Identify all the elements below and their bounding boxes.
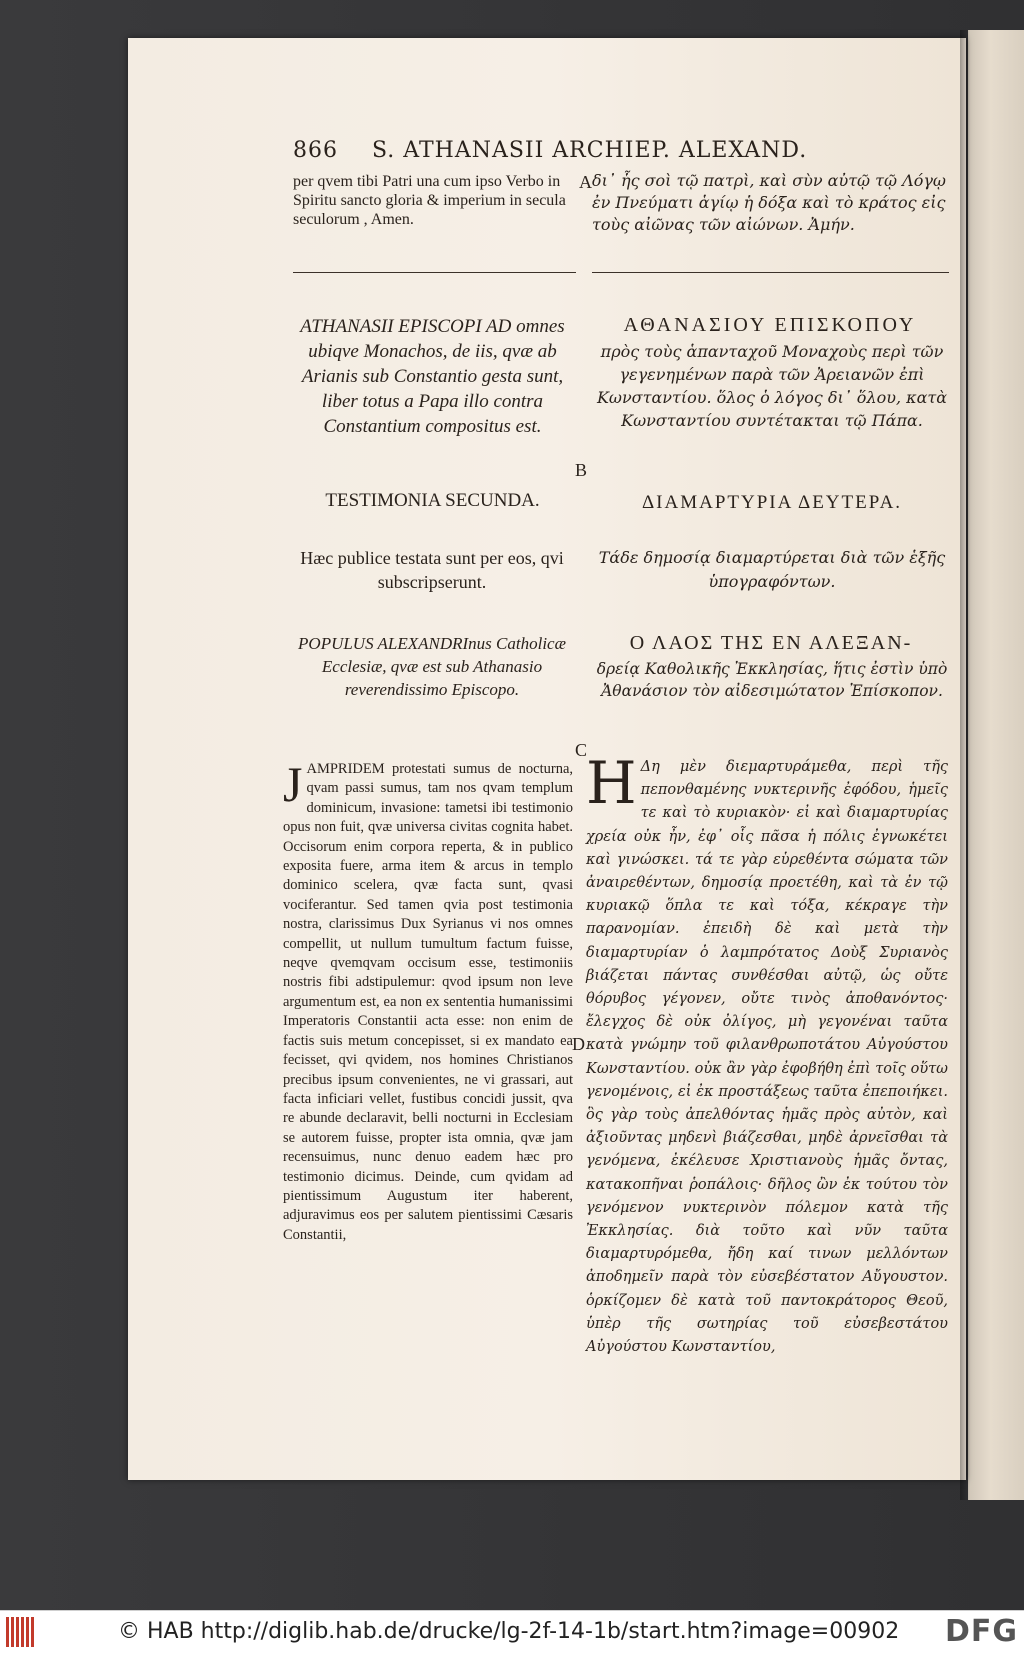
margin-letter-a: A — [579, 172, 592, 192]
margin-letter-d: D — [572, 1034, 585, 1054]
dfg-logo: DFG — [944, 1614, 1018, 1649]
margin-letter-b: B — [575, 460, 588, 480]
latin-body-text — [283, 756, 573, 1245]
greek-treatise-title-head: ΑΘΑΝΑΣΙΟΥ ΕΠΙΣΚΟΠΟΥ — [623, 314, 917, 336]
latin-drop-capital: J — [283, 756, 303, 812]
viewer-footer — [0, 1610, 1024, 1653]
adjacent-page-edge — [968, 30, 1024, 1500]
latin-body-paragraph: protestati sumus de nocturna, qvam passi sumus, tam nos qvam templum dominicum, invasione: tametsi ibi testimonio opus non fuit, qvæ universa civitas cognita habet. Occisorum enim corpora reperta, & in publico exposita fuere, arma item & arcus in templo dominico scelera, qvæ facta sunt, qvasi vociferantur. Sed tamen qvia post testimonia nostra, clarissimus Dux Syrianus vi nos omnes compellit, ut nullum tumultum factum fuisse, neqve qvemqvam occisum esse, testimoniis nostris fibi adstipulemur: qvod ipsum non leve argumentum est, ea non ex sententia humanissimi Imperatoris Constantii acta esse: non enim de factis suis metum concepisset, si ex mandato ea fecisset, qvi qvidem, nos homines Christianos precibus ipsum convenientes, ne vi grassari, aut facta inficiari vellet, fustibus concidi jussit, qva re abunde declaravit, belli nocturni in Ecclesiam se autorem fuisse, propter ista omnia, qvæ jam recensuimus, nunc denuo eadem hæc pro testimonio dicimus. Deinde, cum qvidam ad pientissimum Augustum iter haberent, adjuravimus eos per salutem pientissimi Cæsaris Constantii, — [283, 761, 573, 1243]
greek-body-paragraph: Δη μὲν διεμαρτυράμεθα, περὶ τῆς πεπονθαμένης νυκτερινῆς ἐφόδου, ἡμεῖς τε καὶ τὸ κυριακὸν· εἰ καὶ διαμαρτυρίας χρεία οὐκ ἦν, ἐφ᾽ οἷς πᾶσα ἡ πόλις ἐγνωκέτει καὶ γινώσκει. τά τε γὰρ εὑρεθέντα σώματα τῶν ἀναιρεθέντων, δημοσίᾳ προετέθη, καὶ τὰ ἐν τῷ κυριακῷ ὅπλα τε καὶ τόξα, κέκραγε τὴν παρανομίαν. ἐπειδὴ δὲ καὶ μετὰ τὴν διαμαρτυρίαν ὁ λαμπρότατος Δοὺξ Συριανὸς βιάζεται πάντας συνθέσθαι αὐτῷ, ὡς οὔτε θόρυβος γέγονεν, οὔτε τινὸς ἀποθανόντος· ἔλεγχος δὲ οὐκ ὀλίγος, μὴ γεγονέναι ταῦτα κατὰ γνώμην τοῦ φιλανθρωποτάτου Αὐγούστου Κωνσταντίου. οὐκ ἂν γὰρ ἐφοβήθη ἐπὶ τοῖς οὕτω γενομένοις, εἰ ἐκ προστάξεως ταῦτα ἐπεποιήκει. ὃς γὰρ τοὺς ἀπελθόντας ἡμᾶς πρὸς αὐτὸν, καὶ ἀξιοῦντας μηδενὶ βιάζεσθαι, μηδὲ ἀρνεῖσθαι τὰ γενόμενα, ἐκέλευσε Χριστιανοὺς ἡμᾶς ὄντας, κατακοπῆναι ῥοπάλοις· δῆλος ὢν ἐκ τούτου τὸν γενόμενον νυκτερινὸν πόλεμον κατὰ τῆς Ἐκκλησίας. διὰ τοῦτο καὶ νῦν ταῦτα διαμαρτυρόμεθα, ἤδη καί τινων μελλόντων ἀποδημεῖν παρὰ τὸν εὐσεβέστατον Αὔγουστον. ὁρκίζομεν δὲ κατὰ τοῦ παντοκράτορος Θεοῦ, ὑπὲρ τῆς σωτηρίας τοῦ εὐσεβεστάτου Αὐγούστου Κωνσταντίου, — [586, 759, 948, 1356]
greek-populus-heading-body: δρείᾳ Καθολικῆς Ἐκκλησίας, ἥτις ἐστὶν ὑπὸ Ἀθανάσιον τὸν αἰδεσιμώτατον Ἐπίσκοπον. — [596, 660, 948, 700]
gutter-shadow — [960, 30, 970, 1500]
greek-drop-capital: Η — [586, 749, 637, 817]
page-number: 866 — [293, 138, 338, 163]
greek-treatise-title-body: πρὸς τοὺς ἁπανταχοῦ Μοναχοὺς περὶ τῶν γεγενημένων παρὰ τῶν Ἀρειανῶν ἐπὶ Κωνσταντίου. ὅλος ὁ λόγος δι᾽ ὅλου, κατὰ Κωνσταντίου συντέτακται τῷ Πάπα. — [596, 342, 948, 430]
greek-body-text — [586, 749, 948, 1359]
section-rule-right — [592, 272, 949, 273]
greek-top-text: δι᾽ ἧς σοὶ τῷ πατρὶ, καὶ σὺν αὐτῷ τῷ Λόγῳ ἐν Πνεύματι ἁγίῳ ἡ δόξα καὶ τὸ κράτος εἰς τοὺς αἰῶνας τῶν αἰώνων. Ἀμήν. — [592, 171, 946, 234]
latin-populus-heading: POPULUS ALEXANDRInus Catholicæ Ecclesiæ, qvæ est sub Athanasio reverendissimo Episcopo. — [298, 634, 566, 699]
greek-subheading: Τάδε δημοσίᾳ διαμαρτύρεται διὰ τῶν ἑξῆς ὑπογραφόντων. — [598, 548, 946, 591]
latin-subheading: Hæc publice testata sunt per eos, qvi subscripserunt. — [300, 548, 564, 592]
page-title: S. ATHANASII ARCHIEP. ALEXAND. — [372, 138, 808, 163]
latin-body-lead: AMPRIDEM — [306, 761, 385, 777]
greek-section-heading: ΔΙΑΜΑΡΤΥΡΙΑ ΔΕΥΤΕΡΑ. — [641, 492, 903, 513]
greek-populus-heading-head: Ο ΛΑΟΣ ΤΗΣ ΕΝ ΑΛΕΞΑΝ- — [629, 632, 913, 654]
latin-top-text: per qvem tibi Patri una cum ipso Verbo in Spiritu sancto gloria & imperium in secula seculorum , Amen. — [293, 173, 566, 228]
margin-letter-c: C — [575, 740, 588, 760]
library-logo-icon — [6, 1617, 46, 1647]
running-head — [293, 138, 807, 163]
latin-treatise-title: ATHANASII EPISCOPI AD omnes ubiqve Monachos, de iis, qvæ ab Arianis sub Constantio gesta sunt, liber totus a Papa illo contra Constantium compositus est. — [300, 316, 565, 437]
footer-source-link[interactable]: © HAB http://diglib.hab.de/drucke/lg-2f-14-1b/start.htm?image=00902 — [118, 1619, 900, 1644]
section-rule-left — [293, 272, 576, 273]
latin-section-heading: TESTIMONIA SECUNDA. — [325, 490, 540, 511]
